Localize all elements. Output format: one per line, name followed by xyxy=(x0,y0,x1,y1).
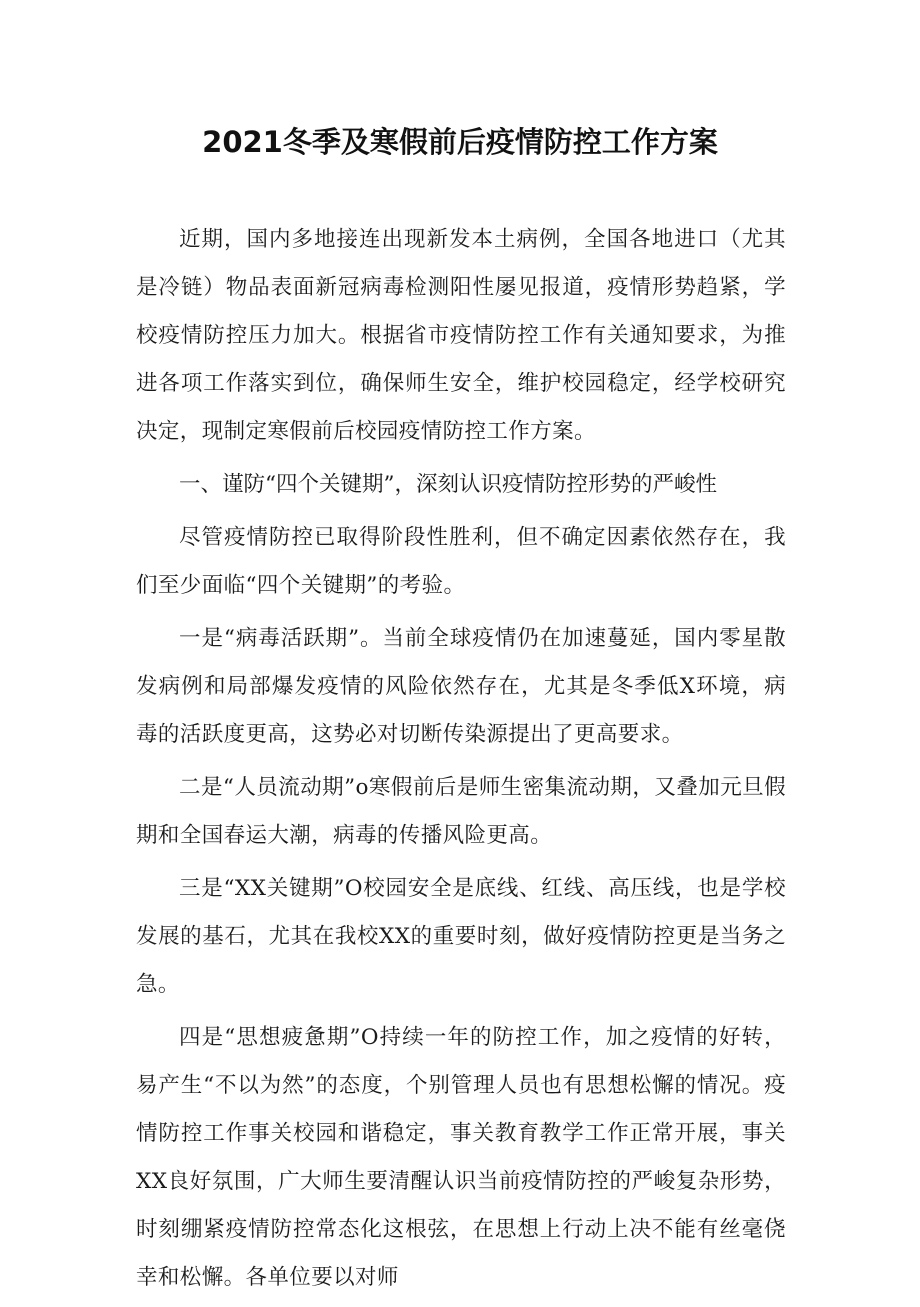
paragraph-key-periods-intro: 尽管疫情防控已取得阶段性胜利，但不确定因素依然存在，我们至少面临“四个关键期”的考验。 xyxy=(136,525,786,598)
document-body xyxy=(136,216,786,1307)
document-title: 2021冬季及寒假前后疫情防控工作方案 xyxy=(202,125,718,159)
paragraph-intro: 近期，国内多地接连出现新发本土病例，全国各地进口（尤其是冷链）物品表面新冠病毒检测阳性屡见报道，疫情形势趋紧，学校疫情防控压力加大。根据省市疫情防控工作有关通知要求，为推进各项工作落实到位，确保师生安全，维护校园稳定，经学校研究决定，现制定寒假前后校园疫情防控工作方案。 xyxy=(136,227,786,444)
paragraph-virus-active-period: 一是“病毒活跃期”。当前全球疫情仍在加速蔓延，国内零星散发病例和局部爆发疫情的风险依然存在，尤其是冬季低X环境，病毒的活跃度更高，这势必对切断传染源提出了更高要求。 xyxy=(136,626,786,747)
section-heading-1: 一、谨防“四个关键期”，深刻认识疫情防控形势的严峻性 xyxy=(179,472,717,497)
paragraph-fatigue-period: 四是“思想疲惫期”O持续一年的防控工作，加之疫情的好转，易产生“不以为然”的态度，个别管理人员也有思想松懈的情况。疫情防控工作事关校园和谐稳定，事关教育教学工作正常开展，事关XX良好氛围，广大师生要清醒认识当前疫情防控的严峻复杂形势，时刻绷紧疫情防控常态化这根弦，在思想上行动上决不能有丝毫侥幸和松懈。各单位要以对师 xyxy=(136,1025,786,1290)
paragraph-mobility-period: 二是“人员流动期”o寒假前后是师生密集流动期，又叠加元旦假期和全国春运大潮，病毒的传播风险更高。 xyxy=(136,775,786,848)
paragraph-xx-key-period: 三是“XX关键期”O校园安全是底线、红线、高压线，也是学校发展的基石，尤其在我校XX的重要时刻，做好疫情防控更是当务之急。 xyxy=(136,876,786,997)
